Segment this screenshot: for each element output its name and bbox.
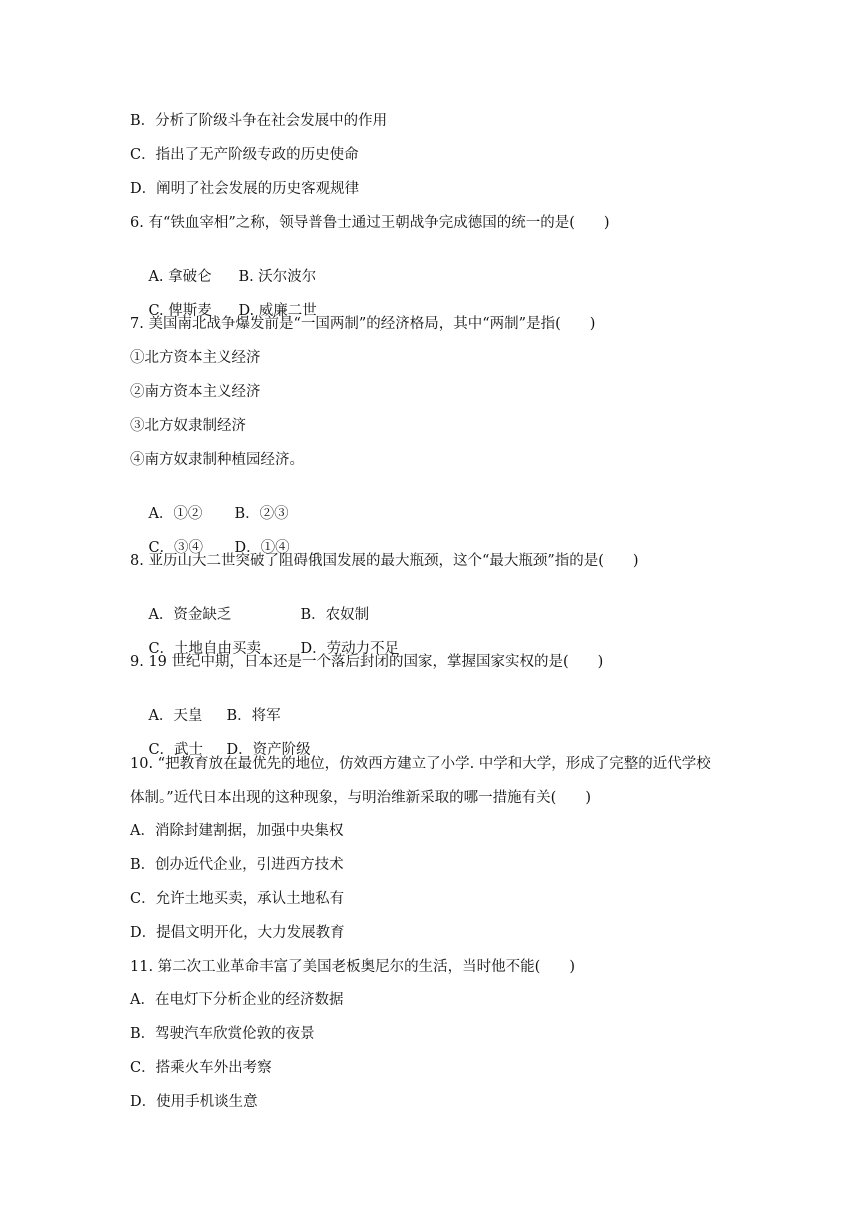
q5-option-c: C．指出了无产阶级专政的历史使命 (130, 147, 359, 163)
q6-option-a: A. 拿破仑 (148, 269, 212, 285)
q7-option-b: B．②③ (234, 506, 289, 522)
q11-option-a: A．在电灯下分析企业的经济数据 (130, 992, 344, 1008)
q10-option-d: D．提倡文明开化，大力发展教育 (130, 925, 345, 941)
q11-option-c: C．搭乘火车外出考察 (130, 1060, 272, 1076)
q7-option-c: C．③④ (148, 540, 204, 556)
q7-item-2: ②南方资本主义经济 (130, 384, 261, 400)
q8-option-a: A．资金缺乏 (148, 607, 232, 623)
q6-stem: 6. 有“铁血宰相”之称，领导普鲁士通过王朝战争完成德国的统一的是( ) (130, 215, 610, 231)
q8-option-c: C．土地自由买卖 (148, 641, 262, 657)
q7-item-3: ③北方奴隶制经济 (130, 418, 246, 434)
q11-option-d: D．使用手机谈生意 (130, 1094, 258, 1110)
q9-option-b: B．将军 (226, 708, 281, 724)
q6-option-c: C. 俾斯麦 (148, 303, 212, 319)
q10-stem-line-1: 10. “把教育放在最优先的地位，仿效西方建立了小学. 中学和大学，形成了完整的近代学校 (130, 756, 711, 772)
q6-option-b: B. 沃尔波尔 (238, 269, 317, 285)
q8-option-d: D．劳动力不足 (300, 641, 400, 657)
q7-item-4: ④南方奴隶制种植园经济。 (130, 452, 304, 468)
q9-option-d: D．资产阶级 (226, 742, 311, 758)
q11-option-b: B．驾驶汽车欣赏伦敦的夜景 (130, 1026, 315, 1042)
q8-stem: 8. 亚历山大二世突破了阻碍俄国发展的最大瓶颈，这个“最大瓶颈”指的是( ) (130, 553, 639, 569)
q7-option-a: A．①② (148, 506, 203, 522)
q6-option-d: D. 威廉二世 (238, 303, 317, 319)
q7-option-d: D．①④ (234, 540, 290, 556)
q7-item-1: ①北方资本主义经济 (130, 350, 261, 366)
q9-option-c: C．武士 (148, 742, 204, 758)
q10-option-a: A．消除封建割据，加强中央集权 (130, 823, 344, 839)
q9-option-a: A．天皇 (148, 708, 203, 724)
q5-option-d: D．阐明了社会发展的历史客观规律 (130, 181, 360, 197)
q10-option-c: C．允许土地买卖，承认土地私有 (130, 891, 345, 907)
q7-stem: 7. 美国南北战争爆发前是“一国两制”的经济格局，其中“两制”是指( ) (130, 316, 596, 332)
q9-stem: 9. 19 世纪中期，日本还是一个落后封闭的国家，掌握国家实权的是( ) (130, 654, 604, 670)
q11-stem: 11. 第二次工业革命丰富了美国老板奥尼尔的生活，当时他不能( ) (130, 959, 575, 975)
q5-option-b: B．分析了阶级斗争在社会发展中的作用 (130, 113, 388, 129)
q10-stem-line-2: 体制。”近代日本出现的这种现象，与明治维新采取的哪一措施有关( ) (130, 790, 591, 806)
q10-option-b: B．创办近代企业，引进西方技术 (130, 857, 344, 873)
q8-option-b: B．农奴制 (300, 607, 370, 623)
